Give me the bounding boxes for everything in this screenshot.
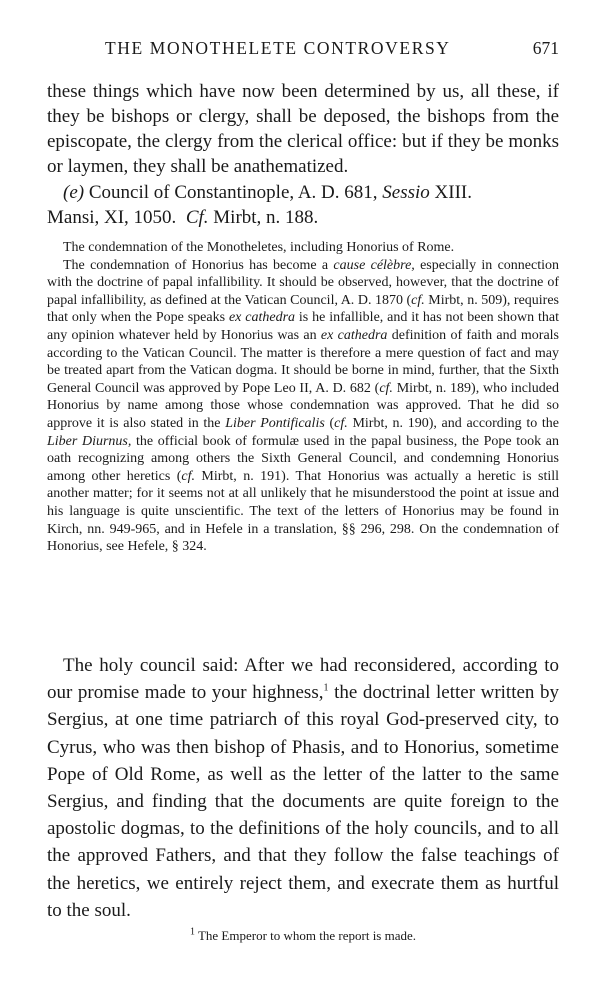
summary-title: The condemnation of the Monotheletes, including Honorius of Rome.	[63, 240, 455, 255]
body-paragraph: The holy council said: After we had reconsidered, according to our promise made to your highness,$^1$ the doctrinal letter written by Sergius, at one time patriarch of this royal God-preserved city, to Cyrus, who was then bishop of Phasis, and to Honorius, sometime Pope of Old Rome, as well as the letter of the latter to the same Sergius, and finding that the documents are quite foreign to the apostolic dogmas, to the definitions of the holy councils, and to all the approved Fathers, and that they follow the false teachings of the heretics, we entirely reject them, and execrate them as hurtful to the soul.	[47, 655, 560, 921]
footnote-marker[interactable]: 1	[323, 682, 329, 694]
footnote	[47, 928, 559, 944]
section-heading	[47, 180, 559, 230]
running-head: THE MONOTHELETE CONTROVERSY	[105, 38, 451, 58]
council-name: Council of Constantinople, A. D. 681,	[88, 182, 378, 203]
lead-paragraph: these things which have now been determined by us, all these, if they be bishops or clergy, shall be deposed, the bishops from the episcopate, the clergy from the clerical office: but if they be monks or laymen, they shall be anathematized.	[47, 81, 559, 177]
footnote-number: 1	[189, 926, 195, 938]
session-number: XIII.	[434, 182, 472, 203]
session-label: Sessio	[382, 182, 430, 203]
section-label: (e)	[63, 182, 85, 203]
summary-comment: The condemnation of Honorius has become a cause célèbre, especially in connection with the doctrine of papal infallibility. It should be observed, however, that the doctrine of papal infallibility, as defined at the Vatican Council, A. D. 1870 (cf. Mirbt, n. 509), requires that only when the Pope speaks ex cathedra is he infallible, and it has not been shown that any opinion whatever held by Honorius was an ex cathedra definition of faith and morals according to the Vatican Council. The matter is therefore a mere question of fact and may be treated apart from the Vatican dogma. It should be borne in mind, further, that the Sixth General Council was approved by Pope Leo II, A. D. 682 (cf. Mirbt, n. 189), who included Honorius by name among those whose condemnation was approved. That he did so approve it is also stated in the Liber Pontificalis (cf. Mirbt, n. 190), and according to the Liber Diurnus, the official book of formulæ used in the papal business, the Pope took an oath recognizing among others the Sixth General Council, and condemning Honorius among other heretics (cf. Mirbt, n. 191). That Honorius was actually a heretic is still another matter; for it seems not at all unlikely that he misunderstood the point at issue and his language is quite unscientific. The text of the letters of Honorius may be found in Kirch, nn. 949-965, and in Hefele in a translation, §§ 296, 298. On the condemnation of Honorius, see Hefele, § 324.	[47, 257, 560, 555]
mansi-reference: Mansi, XI, 1050.	[47, 207, 177, 228]
cf-label: Cf.	[185, 207, 209, 228]
footnote-text: The Emperor to whom the report is made.	[197, 928, 417, 943]
editorial-summary	[47, 239, 559, 556]
page-header	[47, 38, 559, 62]
page-number: 671	[532, 38, 559, 58]
mirbt-reference: Mirbt, n. 188.	[213, 207, 319, 228]
